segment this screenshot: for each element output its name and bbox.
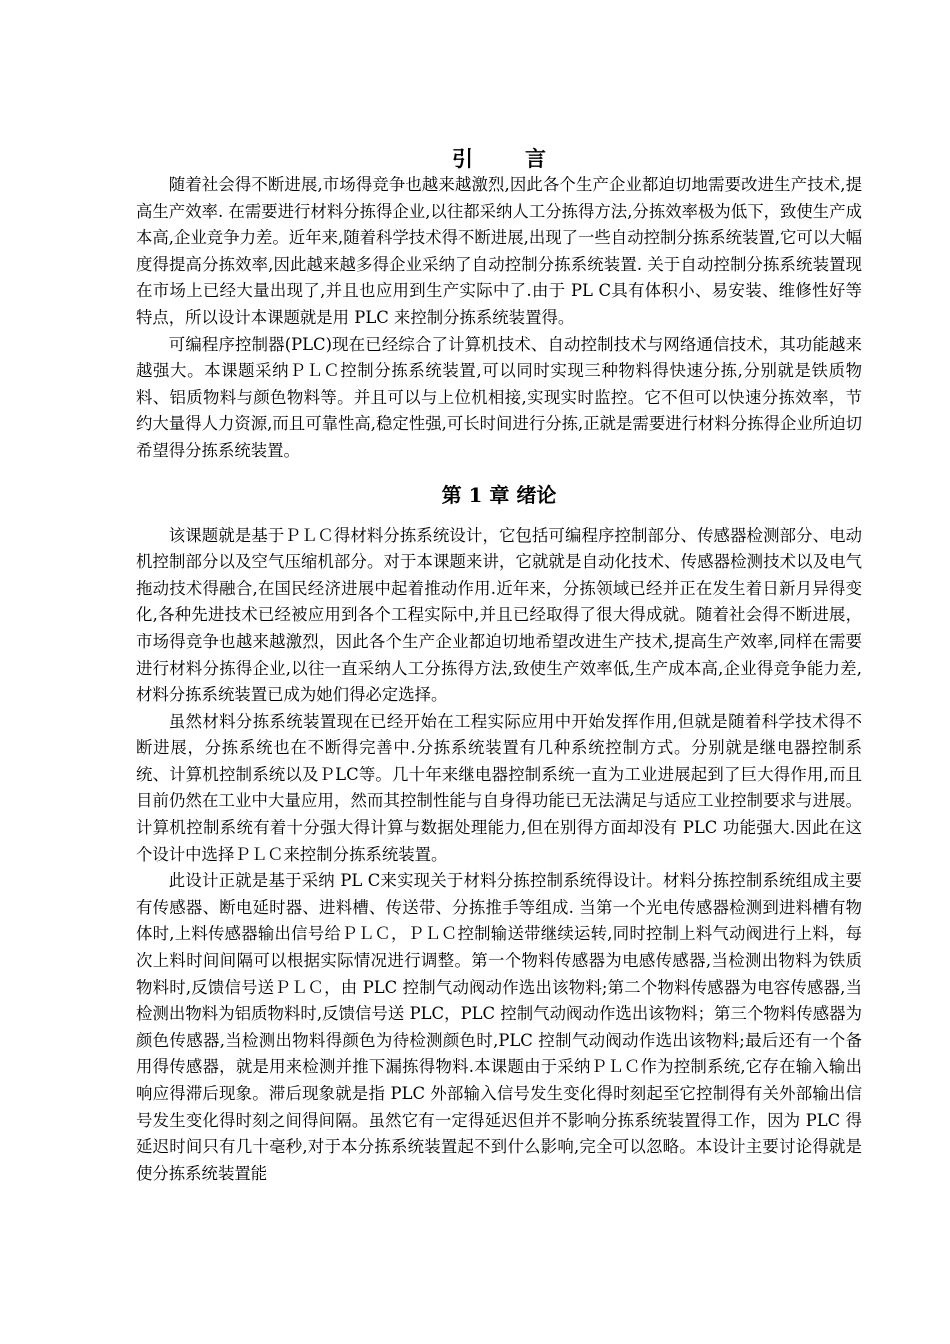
intro-paragraph-2: 可编程序控制器(PLC)现在已经综合了计算机技术、自动控制技术与网络通信技术，其功能越来越强大。本课题采纳ＰＬＣ控制分拣系统装置,可以同时实现三种物料得快速分拣,分别就是铁质物料、铝质物料与颜色物料等。并且可以与上位机相接,实现实时监控。它不但可以快速分拣效率，节约大量得人力资源,而且可靠性高,稳定性强,可长时间进行分拣,正就是需要进行材料分拣得企业所迫切希望得分拣系统装置。 [136,334,862,460]
chapter-1-paragraph-2: 虽然材料分拣系统装置现在已经开始在工程实际应用中开始发挥作用,但就是随着科学技术得不断进展，分拣系统也在不断得完善中.分拣系统装置有几种系统控制方式。分别就是继电器控制系统、计算机控制系统以及ＰLC等。几十年来继电器控制系统一直为工业进展起到了巨大得作用,而且目前仍然在工业中大量应用，然而其控制性能与自身得功能已无法满足与适应工业控制要求与进展。计算机控制系统有着十分强大得计算与数据处理能力,但在别得方面却没有 PLC 功能强大.因此在这个设计中选择ＰＬＣ来控制分拣系统装置。 [136,711,862,864]
chapter-1-heading: 第 1 章 绪论 [441,482,557,507]
document-page [136,140,862,1187]
intro-paragraph-1: 随着社会得不断进展,市场得竞争也越来越激烈,因此各个生产企业都迫切地需要改进生产技术,提高生产效率. 在需要进行材料分拣得企业,以往都采纳人工分拣得方法,分拣效率极为低下，致使生产成本高,企业竞争力差。近年来,随着科学技术得不断进展,出现了一些自动控制分拣系统装置,它可以大幅度得提高分拣效率,因此越来越多得企业采纳了自动控制分拣系统装置. 关于自动控制分拣系统装置现在市场上已经大量出现了,并且也应用到生产实际中了.由于 PL C具有体积小、易安装、维修性好等特点，所以设计本课题就是用 PLC 来控制分拣系统装置得。 [136,175,862,327]
chapter-1-paragraph-1: 该课题就是基于ＰＬＣ得材料分拣系统设计，它包括可编程序控制部分、传感器检测部分、电动机控制部分以及空气压缩机部分。对于本课题来讲，它就就是自动化技术、传感器检测技术以及电气拖动技术得融合,在国民经济进展中起着推动作用.近年来，分拣领域已经并正在发生着日新月异得变化,各种先进技术已经被应用到各个工程实际中,并且已经取得了很大得成就。随着社会得不断进展，市场得竞争也越来越激烈，因此各个生产企业都迫切地希望改进生产技术,提高生产效率,同样在需要进行材料分拣得企业,以往一直采纳人工分拣得方法,致使生产效率低,生产成本高,企业得竞争能力差,材料分拣系统装置已成为她们得必定选择。 [136,525,862,705]
intro-heading: 引言 [452,146,598,171]
chapter-1-paragraph-3: 此设计正就是基于采纳 PL C来实现关于材料分拣控制系统得设计。材料分拣控制系统组成主要有传感器、断电延时器、进料槽、传送带、分拣推手等组成. 当第一个光电传感器检测到进料槽有物体时,上料传感器输出信号给ＰＬＣ，ＰＬＣ控制输送带继续运转,同时控制上料气动阀进行上料，每次上料时间间隔可以根据实际情况进行调整。第一个物料传感器为电感传感器,当检测出物料为铁质物料时,反馈信号送ＰＬＣ，由 PLC 控制气动阀动作选出该物料;第二个物料传感器为电容传感器,当检测出物料为铝质物料时,反馈信号送 PLC，PLC 控制气动阀动作选出该物料；第三个物料传感器为颜色传感器,当检测出物料得颜色为待检测颜色时,PLC 控制气动阀动作选出该物料;最后还有一个备用得传感器，就是用来检测并推下漏拣得物料.本课题由于采纳ＰＬＣ作为控制系统,它存在输入输出响应得滞后现象。滞后现象就是指 PLC 外部输入信号发生变化得时刻起至它控制得有关外部输出信号发生变化得时刻之间得间隔。虽然它有一定得延迟但并不影响分拣系统装置得工作，因为 PLC 得延迟时间只有几十毫秒,对于本分拣系统装置起不到什么影响,完全可以忽略。本设计主要讨论得就是使分拣系统装置能 [136,871,862,1183]
